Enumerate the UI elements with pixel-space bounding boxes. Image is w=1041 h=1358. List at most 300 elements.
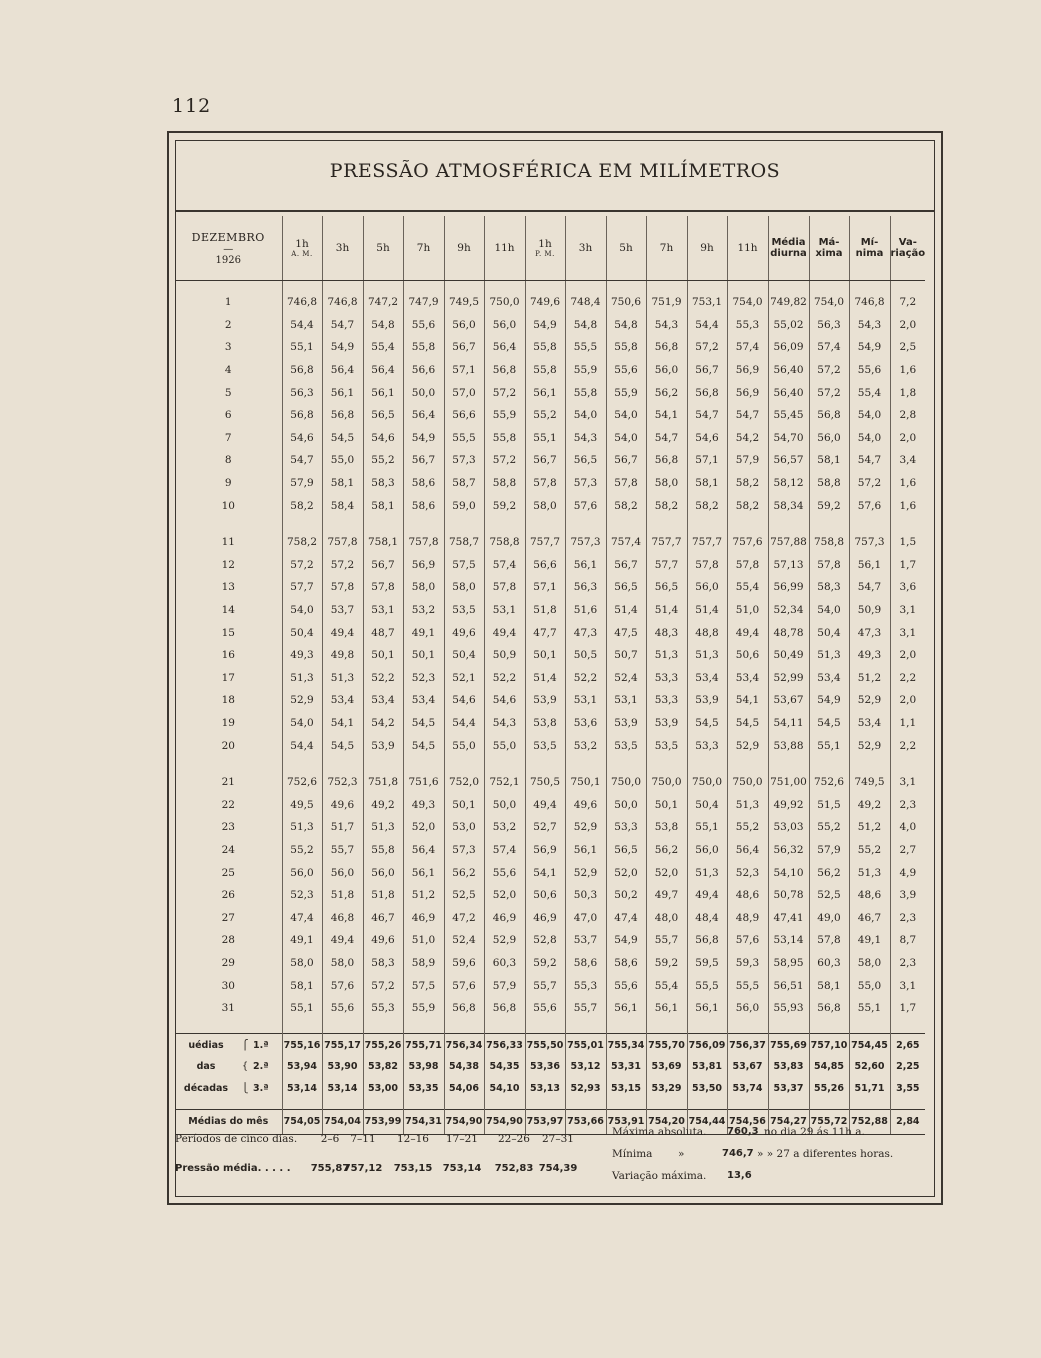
day-cell: 12: [221, 558, 235, 571]
value-cell: 58,8: [809, 472, 849, 495]
value-cell: 57,8: [484, 576, 525, 599]
spacer-cell: [403, 1099, 444, 1110]
decade-average-value: 54,85: [809, 1056, 849, 1078]
value-cell: 57,1: [525, 576, 565, 599]
value-cell: 57,8: [525, 472, 565, 495]
decade-average-value: 52,60: [849, 1056, 890, 1078]
value-cell: 57,7: [282, 576, 322, 599]
value-cell: 47,3: [565, 621, 606, 644]
day-cell: 2: [224, 318, 232, 331]
value-cell: 58,9: [403, 952, 444, 975]
value-cell: 54,8: [363, 314, 403, 337]
value-cell: 4,0: [890, 816, 925, 839]
value-cell: 47,0: [565, 906, 606, 929]
value-cell: 57,8: [809, 929, 849, 952]
value-cell: 53,2: [484, 816, 525, 839]
spacer-cell: [175, 281, 282, 292]
decade-average-value: 755,50: [525, 1034, 565, 1056]
value-cell: 53,7: [322, 599, 363, 622]
value-cell: 60,3: [809, 952, 849, 975]
value-cell: 57,2: [849, 472, 890, 495]
header-month: DEZEMBRO: [191, 230, 265, 244]
spacer-cell: [403, 281, 444, 292]
spacer-cell: [809, 1019, 849, 1034]
value-cell: 54,1: [727, 689, 768, 712]
value-cell: 59,2: [525, 952, 565, 975]
value-cell: 56,9: [727, 359, 768, 382]
value-cell: 52,9: [565, 816, 606, 839]
value-cell: 52,34: [768, 599, 809, 622]
value-cell: 750,5: [525, 771, 565, 794]
table-row: [175, 291, 925, 314]
value-cell: 58,3: [363, 472, 403, 495]
decade-average-row: [175, 1077, 925, 1099]
value-cell: 57,2: [687, 336, 727, 359]
spacer-cell: [565, 757, 606, 771]
value-cell: 49,5: [282, 793, 322, 816]
decade-average-value: 53,14: [282, 1077, 322, 1099]
value-cell: 751,00: [768, 771, 809, 794]
decade-average-value: 757,10: [809, 1034, 849, 1056]
value-cell: 51,3: [282, 667, 322, 690]
period-pressure: 753,14: [442, 1163, 482, 1174]
value-cell: 52,0: [606, 861, 646, 884]
value-cell: 1,7: [890, 997, 925, 1020]
value-cell: 46,9: [403, 906, 444, 929]
spacer-cell: [403, 757, 444, 771]
monthly-average-value: 754,44: [687, 1109, 727, 1134]
value-cell: 56,2: [646, 381, 687, 404]
value-cell: 51,8: [363, 884, 403, 907]
spacer-cell: [606, 757, 646, 771]
value-cell: 55,02: [768, 314, 809, 337]
value-cell: 53,3: [687, 734, 727, 757]
value-cell: 57,6: [727, 929, 768, 952]
value-cell: 757,3: [565, 531, 606, 554]
day-cell: 20: [221, 739, 235, 752]
value-cell: 56,4: [727, 839, 768, 862]
value-cell: 56,0: [484, 314, 525, 337]
value-cell: 50,3: [565, 884, 606, 907]
spacer-cell: [175, 1019, 282, 1034]
day-cell: 28: [221, 934, 235, 947]
decade-average-value: 54,38: [444, 1056, 484, 1078]
value-cell: 54,9: [849, 336, 890, 359]
value-cell: 2,5: [890, 336, 925, 359]
value-cell: 55,1: [525, 427, 565, 450]
value-cell: 49,4: [322, 929, 363, 952]
value-cell: 55,8: [606, 336, 646, 359]
value-cell: 53,4: [727, 667, 768, 690]
value-cell: 54,0: [282, 599, 322, 622]
value-cell: 58,2: [687, 494, 727, 517]
value-cell: 56,6: [403, 359, 444, 382]
table-row: [175, 494, 925, 517]
header-hour-cell: [606, 216, 646, 281]
value-cell: 749,5: [444, 291, 484, 314]
min-mark: »: [678, 1148, 685, 1160]
day-cell: 26: [221, 889, 235, 902]
value-cell: 57,3: [565, 472, 606, 495]
value-cell: 54,2: [363, 712, 403, 735]
value-cell: 56,4: [322, 359, 363, 382]
spacer-cell: [727, 1019, 768, 1034]
value-cell: 56,0: [322, 861, 363, 884]
value-cell: 53,88: [768, 734, 809, 757]
header-hour-cell: [363, 216, 403, 281]
value-cell: 54,3: [646, 314, 687, 337]
value-cell: 8,7: [890, 929, 925, 952]
value-cell: 58,1: [687, 472, 727, 495]
value-cell: 57,9: [809, 839, 849, 862]
value-cell: 46,9: [484, 906, 525, 929]
table-row: [175, 861, 925, 884]
table-row: [175, 531, 925, 554]
header-hour: 7h: [416, 242, 431, 254]
value-cell: 56,5: [606, 576, 646, 599]
value-cell: 757,6: [727, 531, 768, 554]
header-stat-line1: Média: [771, 237, 806, 248]
table-row: [175, 997, 925, 1020]
value-cell: 50,6: [525, 884, 565, 907]
spacer-cell: [890, 757, 925, 771]
value-cell: 56,8: [809, 997, 849, 1020]
value-cell: 55,1: [282, 997, 322, 1020]
value-cell: 55,6: [606, 359, 646, 382]
spacer-cell: [175, 517, 282, 531]
value-cell: 53,4: [687, 667, 727, 690]
value-cell: 52,99: [768, 667, 809, 690]
value-cell: 46,7: [849, 906, 890, 929]
spacer-cell: [849, 281, 890, 292]
value-cell: 56,1: [363, 381, 403, 404]
monthly-average-value: 754,56: [727, 1109, 768, 1134]
value-cell: 57,0: [444, 381, 484, 404]
period-range: 7–11: [350, 1133, 376, 1145]
header-year: 1926: [215, 254, 241, 266]
value-cell: 56,4: [484, 336, 525, 359]
value-cell: 58,12: [768, 472, 809, 495]
value-cell: 49,1: [849, 929, 890, 952]
decade-average-value: 755,71: [403, 1034, 444, 1056]
value-cell: 57,1: [687, 449, 727, 472]
value-cell: 57,1: [444, 359, 484, 382]
value-cell: 758,8: [484, 531, 525, 554]
value-cell: 57,6: [322, 974, 363, 997]
value-cell: 1,6: [890, 359, 925, 382]
spacer-cell: [282, 1099, 322, 1110]
spacer-cell: [363, 1099, 403, 1110]
value-cell: 56,0: [687, 839, 727, 862]
value-cell: 57,2: [322, 554, 363, 577]
value-cell: 50,4: [809, 621, 849, 644]
value-cell: 54,0: [282, 712, 322, 735]
day-cell: 1: [224, 296, 232, 309]
value-cell: 58,2: [727, 494, 768, 517]
spacer-cell: [768, 757, 809, 771]
value-cell: 53,5: [444, 599, 484, 622]
value-cell: 56,7: [403, 449, 444, 472]
value-cell: 54,5: [403, 712, 444, 735]
value-cell: 52,0: [484, 884, 525, 907]
value-cell: 58,34: [768, 494, 809, 517]
header-stat-line1: Má-: [818, 237, 840, 248]
value-cell: 53,2: [565, 734, 606, 757]
value-cell: 758,8: [809, 531, 849, 554]
value-cell: 750,1: [565, 771, 606, 794]
value-cell: 55,8: [403, 336, 444, 359]
spacer-cell: [768, 517, 809, 531]
value-cell: 55,6: [849, 359, 890, 382]
value-cell: 56,0: [363, 861, 403, 884]
value-cell: 56,0: [646, 359, 687, 382]
value-cell: 56,4: [403, 839, 444, 862]
value-cell: 56,40: [768, 359, 809, 382]
table-row: [175, 839, 925, 862]
value-cell: 58,7: [444, 472, 484, 495]
spacer-cell: [322, 281, 363, 292]
value-cell: 55,8: [525, 359, 565, 382]
decade-average-value: 53,35: [403, 1077, 444, 1099]
spacer-cell: [849, 757, 890, 771]
value-cell: 56,0: [809, 427, 849, 450]
value-cell: 54,3: [484, 712, 525, 735]
spacer-cell: [525, 757, 565, 771]
value-cell: 55,4: [646, 974, 687, 997]
value-cell: 52,9: [282, 689, 322, 712]
period-pressure: 753,15: [393, 1163, 433, 1174]
table-row: [175, 336, 925, 359]
value-cell: 56,5: [363, 404, 403, 427]
header-hour: 9h: [700, 242, 714, 254]
value-cell: 52,0: [646, 861, 687, 884]
decade-average-value: 756,34: [444, 1034, 484, 1056]
decade-average-value: 755,16: [282, 1034, 322, 1056]
value-cell: 54,7: [282, 449, 322, 472]
value-cell: 56,0: [282, 861, 322, 884]
header-hour-cell: [282, 216, 322, 281]
value-cell: 51,3: [849, 861, 890, 884]
value-cell: 47,7: [525, 621, 565, 644]
header-row: [175, 216, 925, 281]
value-cell: 53,4: [403, 689, 444, 712]
value-cell: 49,8: [322, 644, 363, 667]
spacer-cell: [484, 1099, 525, 1110]
spacer-cell: [565, 1019, 606, 1034]
value-cell: 49,6: [444, 621, 484, 644]
decade-average-value: 53,81: [687, 1056, 727, 1078]
value-cell: 58,1: [809, 974, 849, 997]
pressure-label: Pressão média. . . . .: [175, 1163, 291, 1174]
monthly-average-value: 753,91: [606, 1109, 646, 1134]
header-hour-cell: [565, 216, 606, 281]
value-cell: 754,0: [809, 291, 849, 314]
value-cell: 51,4: [646, 599, 687, 622]
spacer-cell: [525, 517, 565, 531]
value-cell: 57,7: [646, 554, 687, 577]
value-cell: 55,1: [849, 997, 890, 1020]
value-cell: 56,9: [727, 381, 768, 404]
value-cell: 56,8: [646, 449, 687, 472]
value-cell: 747,2: [363, 291, 403, 314]
value-cell: 54,2: [727, 427, 768, 450]
header-hour-cell: [646, 216, 687, 281]
decade-average-value: 51,71: [849, 1077, 890, 1099]
spacer-cell: [849, 1019, 890, 1034]
value-cell: 2,0: [890, 314, 925, 337]
value-cell: 49,4: [484, 621, 525, 644]
value-cell: 55,1: [809, 734, 849, 757]
value-cell: 57,4: [484, 554, 525, 577]
value-cell: 52,5: [809, 884, 849, 907]
value-cell: 52,9: [849, 689, 890, 712]
value-cell: 750,0: [727, 771, 768, 794]
value-cell: 55,0: [444, 734, 484, 757]
day-cell: 24: [221, 843, 235, 856]
value-cell: 57,4: [809, 336, 849, 359]
value-cell: 51,4: [525, 667, 565, 690]
value-cell: 47,3: [849, 621, 890, 644]
value-cell: 52,3: [403, 667, 444, 690]
value-cell: 47,4: [282, 906, 322, 929]
value-cell: 55,93: [768, 997, 809, 1020]
value-cell: 757,8: [322, 531, 363, 554]
value-cell: 58,1: [282, 974, 322, 997]
value-cell: 53,9: [646, 712, 687, 735]
value-cell: 51,0: [727, 599, 768, 622]
value-cell: 57,4: [484, 839, 525, 862]
value-cell: 54,1: [322, 712, 363, 735]
value-cell: 52,7: [525, 816, 565, 839]
spacer-cell: [646, 1099, 687, 1110]
header-hour: 11h: [494, 242, 515, 254]
value-cell: 57,13: [768, 554, 809, 577]
header-stat-cell: [849, 216, 890, 281]
header-hour-cell: [444, 216, 484, 281]
spacer-cell: [175, 757, 282, 771]
monthly-average-value: 754,90: [484, 1109, 525, 1134]
value-cell: 57,2: [809, 381, 849, 404]
day-cell: 23: [221, 821, 235, 834]
value-cell: 55,3: [565, 974, 606, 997]
value-cell: 50,0: [403, 381, 444, 404]
value-cell: 50,78: [768, 884, 809, 907]
value-cell: 1,1: [890, 712, 925, 735]
brace-glyph: ⎧: [241, 1039, 249, 1051]
value-cell: 58,8: [484, 472, 525, 495]
monthly-average-value: 754,04: [322, 1109, 363, 1134]
value-cell: 56,32: [768, 839, 809, 862]
value-cell: 51,2: [849, 816, 890, 839]
value-cell: 758,7: [444, 531, 484, 554]
table-row: [175, 793, 925, 816]
value-cell: 55,4: [727, 576, 768, 599]
value-cell: 51,3: [727, 793, 768, 816]
value-cell: 51,3: [646, 644, 687, 667]
value-cell: 2,0: [890, 427, 925, 450]
value-cell: 53,9: [525, 689, 565, 712]
value-cell: 57,3: [444, 449, 484, 472]
value-cell: 757,7: [525, 531, 565, 554]
table-row: [175, 644, 925, 667]
value-cell: 48,0: [646, 906, 687, 929]
header-stat-line2: nima: [855, 248, 884, 259]
value-cell: 59,2: [484, 494, 525, 517]
value-cell: 54,0: [606, 427, 646, 450]
value-cell: 56,3: [809, 314, 849, 337]
value-cell: 53,1: [363, 599, 403, 622]
header-hour-period: A. M.: [291, 250, 313, 258]
value-cell: 49,3: [282, 644, 322, 667]
value-cell: 50,1: [646, 793, 687, 816]
value-cell: 55,6: [606, 974, 646, 997]
value-cell: 49,4: [687, 884, 727, 907]
value-cell: 56,5: [646, 576, 687, 599]
value-cell: 54,4: [282, 314, 322, 337]
value-cell: 56,7: [444, 336, 484, 359]
value-cell: 757,7: [646, 531, 687, 554]
decade-average-number: 3.ª: [253, 1082, 269, 1094]
table-row: [175, 472, 925, 495]
value-cell: 60,3: [484, 952, 525, 975]
value-cell: 750,0: [606, 771, 646, 794]
spacer-cell: [890, 1019, 925, 1034]
value-cell: 57,6: [565, 494, 606, 517]
spacer-cell: [890, 281, 925, 292]
value-cell: 51,5: [809, 793, 849, 816]
header-hour: 5h: [376, 242, 390, 254]
value-cell: 56,1: [565, 554, 606, 577]
decade-average-label-cell: [175, 1034, 282, 1056]
decade-average-label: das: [196, 1061, 216, 1073]
monthly-average-value: 755,72: [809, 1109, 849, 1134]
value-cell: 56,9: [525, 839, 565, 862]
value-cell: 54,9: [322, 336, 363, 359]
value-cell: 54,6: [363, 427, 403, 450]
value-cell: 2,8: [890, 404, 925, 427]
value-cell: 49,7: [646, 884, 687, 907]
decade-average-value: 755,34: [606, 1034, 646, 1056]
value-cell: 56,2: [646, 839, 687, 862]
value-cell: 56,8: [687, 381, 727, 404]
value-cell: 50,0: [484, 793, 525, 816]
value-cell: 56,7: [363, 554, 403, 577]
value-cell: 58,1: [363, 494, 403, 517]
table-row: [175, 554, 925, 577]
value-cell: 52,3: [282, 884, 322, 907]
monthly-average-label: Médias do mês: [175, 1109, 282, 1134]
table-row: [175, 771, 925, 794]
value-cell: 749,6: [525, 291, 565, 314]
decade-average-value: 53,31: [606, 1056, 646, 1078]
spacer-cell: [606, 1099, 646, 1110]
value-cell: 58,6: [606, 952, 646, 975]
decade-average-value: 2,65: [890, 1034, 925, 1056]
value-cell: 51,4: [606, 599, 646, 622]
table-row: [175, 314, 925, 337]
monthly-average-value: 754,90: [444, 1109, 484, 1134]
value-cell: 747,9: [403, 291, 444, 314]
period-range: 17–21: [446, 1133, 478, 1145]
value-cell: 57,9: [727, 449, 768, 472]
value-cell: 52,2: [565, 667, 606, 690]
value-cell: 2,3: [890, 793, 925, 816]
value-cell: 55,2: [727, 816, 768, 839]
value-cell: 57,8: [809, 554, 849, 577]
value-cell: 55,1: [282, 336, 322, 359]
value-cell: 51,3: [282, 816, 322, 839]
value-cell: 56,7: [687, 359, 727, 382]
